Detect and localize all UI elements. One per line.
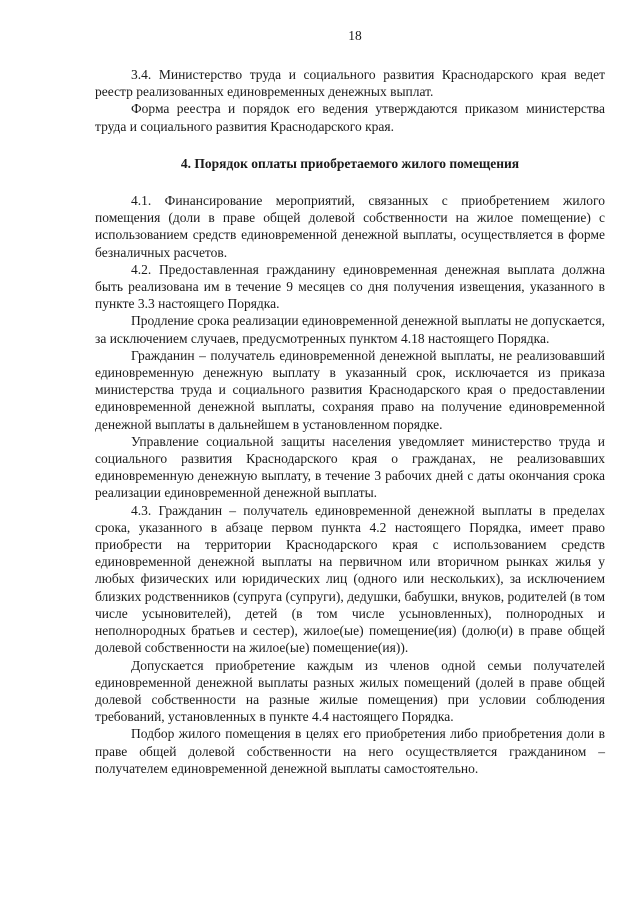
section-heading: 4. Порядок оплаты приобретаемого жилого помещения [180, 155, 520, 171]
paragraph-exclusion: Гражданин – получатель единовременной денежной выплаты, не реализовавший единовременную денежную выплату в указанный срок, исключается из приказа министерства труда и социального развития Краснодарского края о предоставлении единовременной денежной выплаты, сохраняя право на получение единовременной денежной выплаты в дальнейшем в установленном порядке. [95, 347, 605, 432]
paragraph-family-purchase: Допускается приобретение каждым из членов одной семьи получателей единовременной денежной выплаты разных жилых помещений (долей в праве общей долевой собственности на разные жилые помещения) при условии соблюдения требований, установленных в пункте 4.4 настоящего Порядка. [95, 657, 605, 725]
paragraph-extension: Продление срока реализации единовременной денежной выплаты не допускается, за исключением случаев, предусмотренных пунктом 4.18 настоящего Порядка. [95, 313, 605, 346]
paragraph-notification: Управление социальной защиты населения уведомляет министерство труда и социального развития Краснодарского края о гражданах, не реализовавших единовременную денежную выплату, в течение 3 рабочих дней с даты окончания срока реализации единовременной денежной выплаты. [95, 433, 605, 501]
document-page [95, 28, 605, 777]
paragraph-4-1: 4.1. Финансирование мероприятий, связанных с приобретением жилого помещения (доли в праве общей долевой собственности на жилое помещение) с использованием средств единовременной денежной выплаты, осуществляется в форме безналичных расчетов. [95, 193, 605, 260]
paragraph-registry-form: Форма реестра и порядок его ведения утверждаются приказом министерства труда и социального развития Краснодарского края. [95, 101, 605, 134]
paragraph-3-4: 3.4. Министерство труда и социального развития Краснодарского края ведет реестр реализованных единовременных денежных выплат. [95, 67, 605, 100]
paragraph-4-3: 4.3. Гражданин – получатель единовременной денежной выплаты в пределах срока, указанного в абзаце первом пункта 4.2 настоящего Порядка, имеет право приобрести на территории Краснодарского края с использованием средств единовременной денежной выплаты на первичном или вторичном рынках жилья у любых физических или юридических лиц (одного или нескольких), за исключением близких родственников (супруга (супруги), дедушки, бабушки, внуков, родителей (в том числе усыновителей), детей (в том числе усыновленных), полнородных и неполнородных братьев и сестер), жилое(ые) помещение(ия) (долю(и) в праве общей долевой собственности на жилое(ые) помещение(ия)). [95, 502, 605, 656]
paragraph-selection: Подбор жилого помещения в целях его приобретения либо приобретения доли в праве общей долевой собственности на него осуществляется гражданином – получателем единовременной денежной выплаты самостоятельно. [95, 726, 605, 776]
paragraph-4-2: 4.2. Предоставленная гражданину единовременная денежная выплата должна быть реализована им в течение 9 месяцев со дня получения извещения, указанного в пункте 3.3 настоящего Порядка. [95, 261, 605, 312]
page-number: 18 [348, 28, 362, 43]
